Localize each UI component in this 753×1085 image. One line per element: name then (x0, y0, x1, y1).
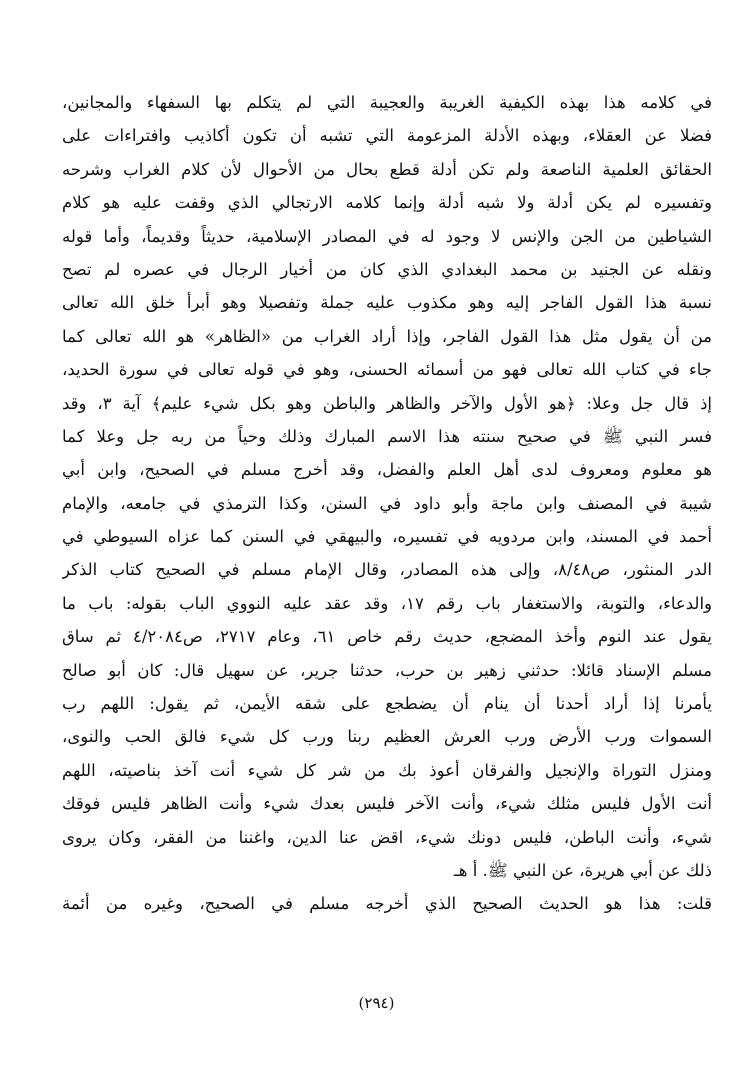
text-line: فسر النبي ﷺ في صحيح سنته هذا الاسم المبارك وذلك وحياً من ربه جل وعلا كما (62, 426, 712, 446)
text-line: جاء في كتاب الله تعالى فهو من أسمائه الحسنى، وهو في قوله تعالى في سورة الحديد، (62, 360, 712, 380)
text-line: في كلامه هذا بهذه الكيفية الغريبة والعجيبة التي لم يتكلم بها السفهاء والمجانين، (62, 93, 712, 112)
text-line: مسلم الإسناد قائلا: حدثني زهير بن حرب، حدثنا جرير، عن سهيل قال: كان أبو صالح (62, 660, 712, 680)
text-line: هو معلوم ومعروف لدى أهل العلم والفضل، وقد أخرج مسلم في الصحيح، وابن أبي (62, 460, 712, 480)
page-number: (٢٩٤) (358, 994, 395, 1012)
text-line: الشياطين من الجن والإنس لا وجود له في المصادر الإسلامية، حديثاً وقديماً، وأما قوله (62, 226, 712, 246)
text-line: فضلا عن العقلاء، وبهذه الأدلة المزعومة التي تشبه أن تكون أكاذيب وافتراءات على (62, 126, 712, 146)
text-line: من أن يقول مثل هذا القول الفاجر، وإذا أراد الغراب من «الظاهر» هو الله تعالى كما (62, 326, 712, 346)
text-line: ونقله عن الجنيد بن محمد البغدادي الذي كان من أخيار الرجال في عصره لم تصح (62, 259, 712, 279)
text-line: ذلك عن أبي هريرة، عن النبي ﷺ. أ هـ (453, 860, 712, 880)
text-line: أنت الأول فليس مثلك شيء، وأنت الآخر فليس بعدك شيء وأنت الظاهر فليس فوقك (62, 794, 712, 814)
text-line: أحمد في المسند، وابن مردويه في تفسيره، والبيهقي في السنن كما عزاه السيوطي في (62, 527, 712, 547)
text-line: يأمرنا إذا أراد أحدنا أن ينام أن يضطجع على شقه الأيمن، ثم يقول: اللهم رب (62, 694, 712, 714)
text-line: نسبة هذا القول الفاجر إليه وهو مكذوب عليه جملة وتفصيلا وهو أبرأ خلق الله تعالى (62, 293, 712, 313)
text-line: وتفسيره لم يكن أدلة ولا شبه أدلة وإنما كلامه الارتجالي الذي وقفت عليه هو كلام (62, 193, 712, 213)
text-line: الدر المنثور، ص٨/٤٨، وإلى هذه المصادر، وقال الإمام مسلم في الصحيح كتاب الذكر (62, 560, 712, 580)
text-line: قلت: هذا هو الحديث الصحيح الذي أخرجه مسلم في الصحيح، وغيره من أئمة (62, 894, 712, 914)
text-line: ومنزل التوراة والإنجيل والفرقان أعوذ بك من شر كل شيء أنت آخذ بناصيته، اللهم (62, 760, 712, 780)
text-line: والدعاء، والتوبة، والاستغفار باب رقم ١٧، وقد عقد عليه النووي الباب بقوله: باب ما (62, 593, 712, 613)
text-line: شيء، وأنت الباطن، فليس دونك شيء، اقض عنا الدين، واغننا من الفقر، وكان يروى (62, 827, 712, 847)
body-text (62, 86, 712, 921)
text-line: إذ قال جل وعلا: ﴿هو الأول والآخر والظاهر والباطن وهو بكل شيء عليم﴾ آية ٣، وقد (62, 393, 712, 413)
text-line: شيبة في المصنف وابن ماجة وأبو داود في السنن، وكذا الترمذي في جامعه، والإمام (62, 493, 712, 513)
text-line: السموات ورب الأرض ورب العرش العظيم ربنا ورب كل شيء فالق الحب والنوى، (62, 727, 712, 747)
text-line: الحقائق العلمية الناصعة ولم تكن أدلة قطع بحال من الأحوال لأن كلام الغراب وشرحه (62, 159, 712, 179)
text-line: يقول عند النوم وأخذ المضجع، حديث رقم خاص ٦١، وعام ٢٧١٧، ص٤/٢٠٨٤ ثم ساق (62, 627, 712, 647)
